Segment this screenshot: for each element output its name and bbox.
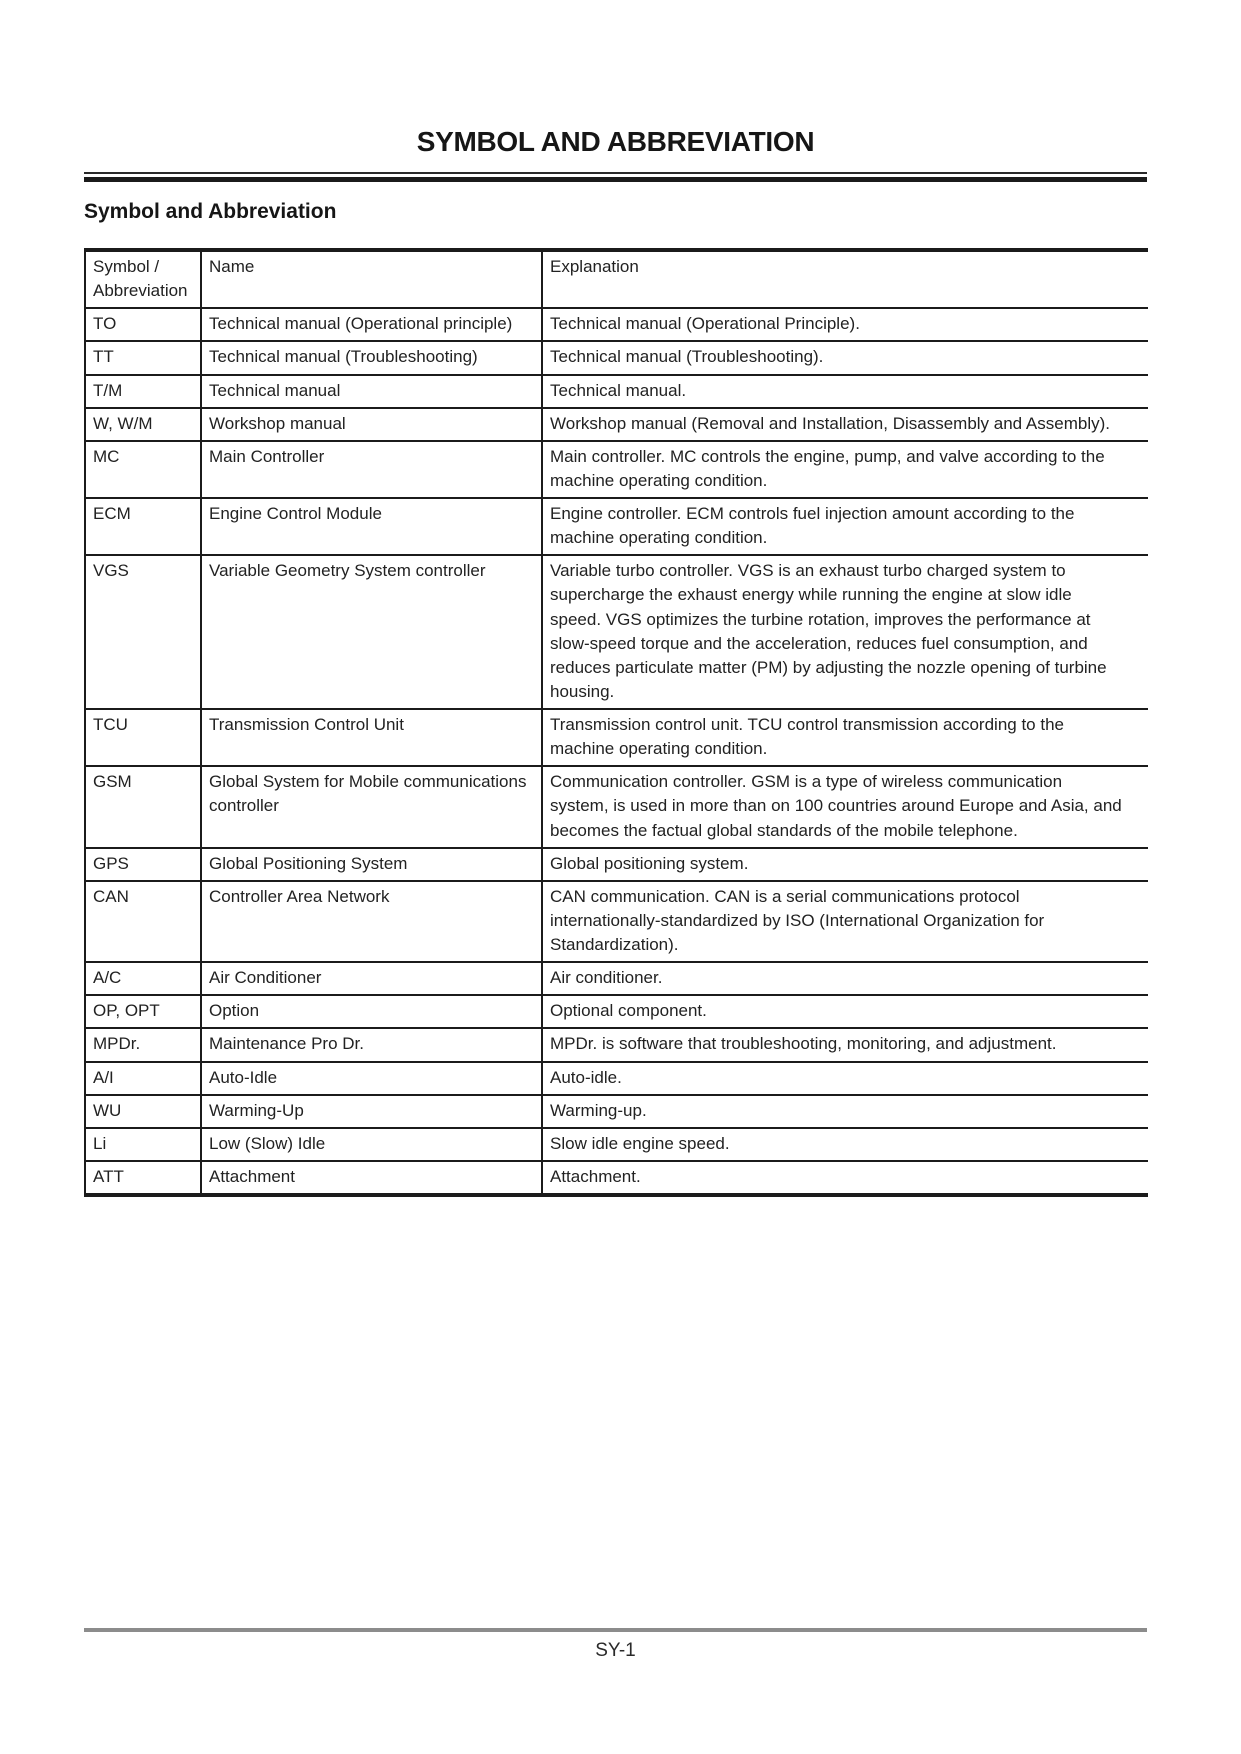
cell-explanation: Slow idle engine speed.: [542, 1128, 1148, 1161]
cell-name: Option: [201, 995, 542, 1028]
cell-explanation: Variable turbo controller. VGS is an exhaust turbo charged system to supercharge the exhaust energy while running the engine at slow idle speed. VGS optimizes the turbine rotation, improves the performance at slow-speed torque and the acceleration, reduces fuel consumption, and reduces particulate matter (PM) by adjusting the nozzle opening of turbine housing.: [542, 555, 1148, 709]
page-number: SY-1: [595, 1640, 636, 1661]
table-row: [85, 962, 1148, 995]
cell-symbol: A/I: [85, 1062, 201, 1095]
cell-name: Technical manual (Operational principle): [201, 308, 542, 341]
cell-symbol: TCU: [85, 709, 201, 766]
table-row: [85, 498, 1148, 555]
table-row: [85, 766, 1148, 847]
section-heading: Symbol and Abbreviation: [84, 200, 337, 223]
header-double-rule: [84, 172, 1147, 182]
cell-explanation: Attachment.: [542, 1161, 1148, 1195]
cell-symbol: ATT: [85, 1161, 201, 1195]
cell-symbol: OP, OPT: [85, 995, 201, 1028]
table-row: [85, 1095, 1148, 1128]
cell-explanation: Technical manual (Operational Principle).: [542, 308, 1148, 341]
cell-explanation: Workshop manual (Removal and Installation, Disassembly and Assembly).: [542, 408, 1148, 441]
cell-symbol: ECM: [85, 498, 201, 555]
cell-explanation: MPDr. is software that troubleshooting, monitoring, and adjustment.: [542, 1028, 1148, 1061]
cell-explanation: Main controller. MC controls the engine, pump, and valve according to the machine operating condition.: [542, 441, 1148, 498]
cell-name: Transmission Control Unit: [201, 709, 542, 766]
cell-explanation: Global positioning system.: [542, 848, 1148, 881]
cell-symbol: VGS: [85, 555, 201, 709]
abbreviation-table: [84, 248, 1148, 1197]
cell-name: Technical manual: [201, 375, 542, 408]
table-header-row: [85, 250, 1148, 308]
cell-name: Engine Control Module: [201, 498, 542, 555]
document-page: [84, 0, 1147, 1197]
cell-name: Workshop manual: [201, 408, 542, 441]
cell-explanation: Technical manual (Troubleshooting).: [542, 341, 1148, 374]
cell-name: Main Controller: [201, 441, 542, 498]
cell-name: Global System for Mobile communications controller: [201, 766, 542, 847]
table-row: [85, 1128, 1148, 1161]
cell-explanation: Optional component.: [542, 995, 1148, 1028]
cell-explanation: Technical manual.: [542, 375, 1148, 408]
cell-name: Technical manual (Troubleshooting): [201, 341, 542, 374]
cell-explanation: Transmission control unit. TCU control transmission according to the machine operating condition.: [542, 709, 1148, 766]
cell-symbol: GPS: [85, 848, 201, 881]
table-row: [85, 555, 1148, 709]
cell-name: Attachment: [201, 1161, 542, 1195]
table-row: [85, 995, 1148, 1028]
cell-name: Variable Geometry System controller: [201, 555, 542, 709]
cell-symbol: CAN: [85, 881, 201, 962]
table-row: [85, 1028, 1148, 1061]
cell-name: Air Conditioner: [201, 962, 542, 995]
cell-symbol: T/M: [85, 375, 201, 408]
column-header-name: Name: [201, 250, 542, 308]
table-row: [85, 1161, 1148, 1195]
cell-explanation: Air conditioner.: [542, 962, 1148, 995]
cell-explanation: Auto-idle.: [542, 1062, 1148, 1095]
cell-symbol: A/C: [85, 962, 201, 995]
cell-explanation: Communication controller. GSM is a type of wireless communication system, is used in more than on 100 countries around Europe and Asia, and becomes the factual global standards of the mobile telephone.: [542, 766, 1148, 847]
table-row: [85, 375, 1148, 408]
cell-explanation: Engine controller. ECM controls fuel injection amount according to the machine operating condition.: [542, 498, 1148, 555]
table-row: [85, 881, 1148, 962]
abbreviation-table-body: [85, 308, 1148, 1195]
cell-name: Controller Area Network: [201, 881, 542, 962]
cell-symbol: MPDr.: [85, 1028, 201, 1061]
table-row: [85, 308, 1148, 341]
cell-symbol: TT: [85, 341, 201, 374]
table-row: [85, 341, 1148, 374]
cell-explanation: CAN communication. CAN is a serial communications protocol internationally-standardized by ISO (International Organization for Standardization).: [542, 881, 1148, 962]
cell-symbol: GSM: [85, 766, 201, 847]
table-row: [85, 848, 1148, 881]
cell-symbol: TO: [85, 308, 201, 341]
cell-name: Auto-Idle: [201, 1062, 542, 1095]
table-row: [85, 408, 1148, 441]
cell-symbol: Li: [85, 1128, 201, 1161]
table-row: [85, 441, 1148, 498]
cell-explanation: Warming-up.: [542, 1095, 1148, 1128]
cell-symbol: MC: [85, 441, 201, 498]
footer-rule: [84, 1628, 1147, 1632]
column-header-explanation: Explanation: [542, 250, 1148, 308]
column-header-symbol-abbreviation: Symbol / Abbreviation: [85, 250, 201, 308]
page-footer: [84, 1628, 1147, 1662]
cell-name: Maintenance Pro Dr.: [201, 1028, 542, 1061]
cell-symbol: WU: [85, 1095, 201, 1128]
table-row: [85, 1062, 1148, 1095]
cell-name: Low (Slow) Idle: [201, 1128, 542, 1161]
table-row: [85, 709, 1148, 766]
page-header-title: SYMBOL AND ABBREVIATION: [416, 126, 815, 157]
cell-name: Global Positioning System: [201, 848, 542, 881]
cell-name: Warming-Up: [201, 1095, 542, 1128]
cell-symbol: W, W/M: [85, 408, 201, 441]
